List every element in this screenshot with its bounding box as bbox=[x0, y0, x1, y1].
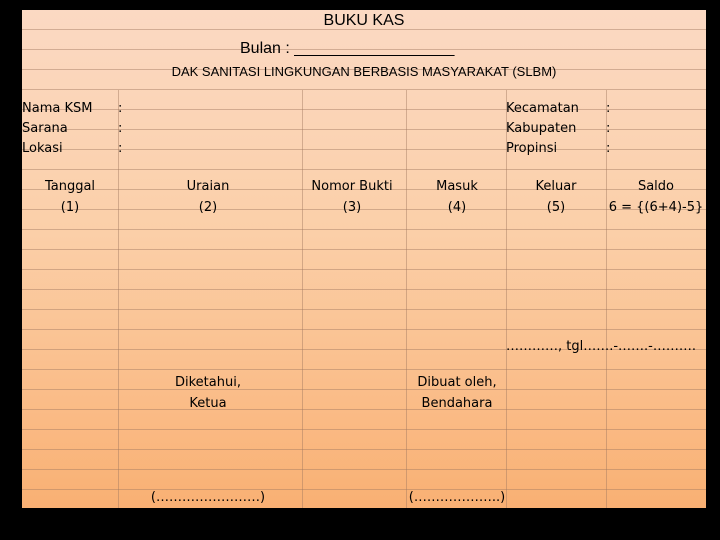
grid-row-line bbox=[22, 429, 706, 430]
grid-row-line bbox=[22, 369, 706, 370]
grid-row-line bbox=[22, 149, 706, 150]
month-line: Bulan : __________________ bbox=[240, 40, 455, 57]
grid-column-line bbox=[406, 90, 407, 508]
column-number: (1) bbox=[60, 200, 80, 215]
date-line: …………, tgl…….-…….-………. bbox=[506, 339, 697, 354]
signature-title: Ketua bbox=[189, 396, 227, 411]
info-separator: : bbox=[118, 101, 123, 116]
grid-row-line bbox=[22, 129, 706, 130]
grid-row-line bbox=[22, 269, 706, 270]
info-label-sarana: Sarana bbox=[22, 121, 68, 136]
grid-row-line bbox=[22, 309, 706, 310]
info-separator: : bbox=[606, 141, 611, 156]
grid-row-line bbox=[22, 329, 706, 330]
grid-row-line bbox=[22, 449, 706, 450]
grid-row-line bbox=[22, 289, 706, 290]
info-separator: : bbox=[118, 121, 123, 136]
column-number: (2) bbox=[198, 200, 218, 215]
grid-row-line bbox=[22, 89, 706, 90]
column-header-saldo: Saldo bbox=[637, 179, 675, 194]
grid-row-line bbox=[22, 169, 706, 170]
info-label-nama-ksm: Nama KSM bbox=[22, 101, 93, 116]
info-label-kecamatan: Kecamatan bbox=[506, 101, 579, 116]
info-separator: : bbox=[606, 101, 611, 116]
grid-row-line bbox=[22, 249, 706, 250]
info-separator: : bbox=[118, 141, 123, 156]
document-title: BUKU KAS bbox=[323, 12, 405, 29]
info-label-propinsi: Propinsi bbox=[506, 141, 558, 156]
column-header-uraian: Uraian bbox=[186, 179, 230, 194]
signature-role: Dibuat oleh, bbox=[417, 375, 497, 390]
column-number: (5) bbox=[546, 200, 566, 215]
column-header-nomor-bukti: Nomor Bukti bbox=[311, 179, 393, 194]
signature-title: Bendahara bbox=[421, 396, 493, 411]
column-header-tanggal: Tanggal bbox=[44, 179, 96, 194]
signature-name-blank: (………………..) bbox=[408, 490, 506, 505]
info-separator: : bbox=[606, 121, 611, 136]
grid-column-line bbox=[302, 90, 303, 508]
kas-book-sheet bbox=[22, 10, 706, 508]
column-header-keluar: Keluar bbox=[535, 179, 577, 194]
column-number: (3) bbox=[342, 200, 362, 215]
signature-role: Diketahui, bbox=[175, 375, 241, 390]
column-header-masuk: Masuk bbox=[436, 179, 478, 194]
grid-row-line bbox=[22, 109, 706, 110]
column-number: 6 = {(6+4)-5} bbox=[608, 200, 704, 215]
signature-name-blank: (……………………) bbox=[150, 490, 266, 505]
info-label-kabupaten: Kabupaten bbox=[506, 121, 577, 136]
info-label-lokasi: Lokasi bbox=[22, 141, 63, 156]
grid-row-line bbox=[22, 469, 706, 470]
column-number: (4) bbox=[447, 200, 467, 215]
grid-row-line bbox=[22, 229, 706, 230]
document-subtitle: DAK SANITASI LINGKUNGAN BERBASIS MASYARAKAT (SLBM) bbox=[171, 64, 557, 79]
